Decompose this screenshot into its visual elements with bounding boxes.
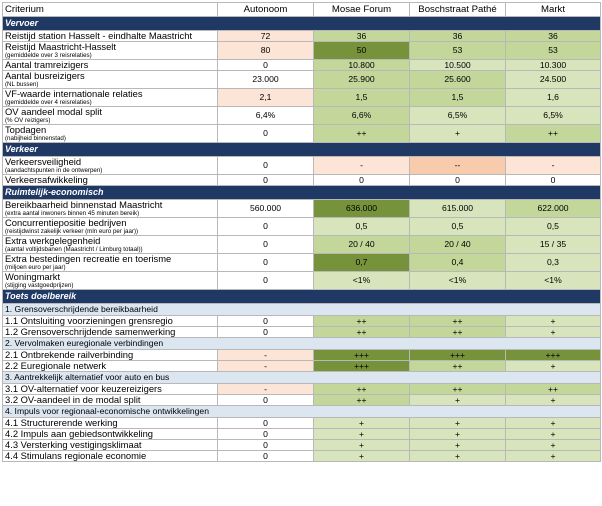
row-label: Reistijd Maastricht-Hasselt <box>5 41 116 52</box>
cell-markt: 622.000 <box>506 200 601 218</box>
section-title: Vervoer <box>3 17 601 31</box>
header-row <box>3 3 601 17</box>
table-row <box>3 316 601 327</box>
row-criterium <box>3 361 218 372</box>
table-row <box>3 451 601 462</box>
cell-markt: 10.300 <box>506 60 601 71</box>
row-label: Extra bestedingen recreatie en toerisme <box>5 253 172 264</box>
cell-boschstraat-pathe: 53 <box>410 42 506 60</box>
group-header <box>3 372 601 384</box>
cell-mosae-forum: ++ <box>314 316 410 327</box>
row-label: Verkeersafwikkeling <box>5 174 88 185</box>
row-criterium <box>3 31 218 42</box>
cell-mosae-forum: 20 / 40 <box>314 236 410 254</box>
row-label: OV aandeel modal split <box>5 106 102 117</box>
cell-autonoom: 0 <box>218 316 314 327</box>
row-label: 4.2 Impuls aan gebiedsontwikkeling <box>5 428 154 439</box>
table-row <box>3 157 601 175</box>
table-row <box>3 175 601 186</box>
cell-mosae-forum: ++ <box>314 327 410 338</box>
header-markt: Markt <box>506 3 601 17</box>
cell-mosae-forum: 50 <box>314 42 410 60</box>
cell-boschstraat-pathe: + <box>410 125 506 143</box>
cell-boschstraat-pathe: ++ <box>410 316 506 327</box>
row-label: VF-waarde internationale relaties <box>5 88 143 99</box>
cell-boschstraat-pathe: 10.500 <box>410 60 506 71</box>
cell-markt: 1,6 <box>506 89 601 107</box>
row-label: 4.4 Stimulans regionale economie <box>5 450 147 461</box>
row-sublabel: (aandachtspunten in de ontwerpen) <box>5 167 103 174</box>
cell-boschstraat-pathe: ++ <box>410 384 506 395</box>
row-criterium <box>3 218 218 236</box>
cell-mosae-forum: + <box>314 429 410 440</box>
row-label: 1.2 Grensoverschrijdende samenwerking <box>5 326 176 337</box>
cell-markt: ++ <box>506 384 601 395</box>
cell-mosae-forum: - <box>314 157 410 175</box>
row-criterium <box>3 60 218 71</box>
table-row <box>3 71 601 89</box>
cell-mosae-forum: + <box>314 440 410 451</box>
table-row <box>3 361 601 372</box>
row-label: Extra werkgelegenheid <box>5 235 101 246</box>
table-row <box>3 350 601 361</box>
cell-markt: +++ <box>506 350 601 361</box>
cell-autonoom: 23.000 <box>218 71 314 89</box>
cell-mosae-forum: 36 <box>314 31 410 42</box>
row-label: Topdagen <box>5 124 47 135</box>
row-criterium <box>3 440 218 451</box>
row-label: Aantal tramreizigers <box>5 59 89 70</box>
criteria-table-body <box>3 3 601 462</box>
cell-autonoom: 6,4% <box>218 107 314 125</box>
cell-boschstraat-pathe: + <box>410 395 506 406</box>
cell-boschstraat-pathe: 1,5 <box>410 89 506 107</box>
cell-boschstraat-pathe: 20 / 40 <box>410 236 506 254</box>
table-row <box>3 236 601 254</box>
row-label: 4.1 Structurerende werking <box>5 417 118 428</box>
row-sublabel: (stijging vastgoedprijzen) <box>5 282 74 289</box>
row-criterium <box>3 42 218 60</box>
row-sublabel: (miljoen euro per jaar) <box>5 264 66 271</box>
cell-autonoom: 0 <box>218 218 314 236</box>
cell-autonoom: 0 <box>218 395 314 406</box>
cell-boschstraat-pathe: 25.600 <box>410 71 506 89</box>
row-sublabel: (extra aantal inwoners binnen 45 minuten bereik) <box>5 210 140 217</box>
row-sublabel: (gemiddelde over 4 reisrelaties) <box>5 99 92 106</box>
row-criterium <box>3 200 218 218</box>
row-label: 1.1 Ontsluiting voorzieningen grensregio <box>5 315 173 326</box>
table-row <box>3 31 601 42</box>
table-row <box>3 254 601 272</box>
row-label: Woningmarkt <box>5 271 61 282</box>
cell-mosae-forum: +++ <box>314 350 410 361</box>
row-label: 3.2 OV-aandeel in de modal split <box>5 394 141 405</box>
cell-markt: 0 <box>506 175 601 186</box>
cell-boschstraat-pathe: ++ <box>410 327 506 338</box>
row-label: 4.3 Versterking vestigingsklimaat <box>5 439 142 450</box>
cell-markt: <1% <box>506 272 601 290</box>
row-criterium <box>3 89 218 107</box>
cell-mosae-forum: +++ <box>314 361 410 372</box>
cell-autonoom: 2,1 <box>218 89 314 107</box>
group-title: 1. Grensoverschrijdende bereikbaarheid <box>3 304 601 316</box>
cell-mosae-forum: + <box>314 451 410 462</box>
section-header <box>3 143 601 157</box>
cell-autonoom: - <box>218 361 314 372</box>
cell-autonoom: 0 <box>218 429 314 440</box>
row-criterium <box>3 418 218 429</box>
cell-mosae-forum: 10.800 <box>314 60 410 71</box>
row-sublabel: (reistijdwinst zakelijk verkeer (mln euro per jaar)) <box>5 228 139 235</box>
cell-autonoom: 0 <box>218 125 314 143</box>
section-title: Ruimtelijk-economisch <box>3 186 601 200</box>
cell-autonoom: 0 <box>218 236 314 254</box>
table-row <box>3 384 601 395</box>
table-row <box>3 218 601 236</box>
row-criterium <box>3 395 218 406</box>
row-label: 2.1 Ontbrekende railverbinding <box>5 349 134 360</box>
row-label: Verkeersveiligheid <box>5 156 82 167</box>
header-autonoom: Autonoom <box>218 3 314 17</box>
cell-autonoom: 0 <box>218 272 314 290</box>
row-label: Reistijd station Hasselt - eindhalte Maastricht <box>5 30 193 41</box>
group-title: 4. Impuls voor regionaal-economische ontwikkelingen <box>3 406 601 418</box>
table-row <box>3 125 601 143</box>
table-row <box>3 42 601 60</box>
cell-markt: + <box>506 429 601 440</box>
cell-markt: + <box>506 327 601 338</box>
cell-markt: + <box>506 440 601 451</box>
row-label: 3.1 OV-alternatief voor keuzereizigers <box>5 383 162 394</box>
cell-boschstraat-pathe: +++ <box>410 350 506 361</box>
cell-boschstraat-pathe: + <box>410 451 506 462</box>
table-row <box>3 418 601 429</box>
cell-markt: + <box>506 451 601 462</box>
cell-mosae-forum: 6,6% <box>314 107 410 125</box>
row-criterium <box>3 451 218 462</box>
row-criterium <box>3 272 218 290</box>
cell-markt: - <box>506 157 601 175</box>
row-label: Concurrentiepositie bedrijven <box>5 217 127 228</box>
cell-boschstraat-pathe: + <box>410 440 506 451</box>
header-mosae-forum: Mosae Forum <box>314 3 410 17</box>
row-criterium <box>3 107 218 125</box>
cell-mosae-forum: 1,5 <box>314 89 410 107</box>
cell-boschstraat-pathe: 6,5% <box>410 107 506 125</box>
cell-boschstraat-pathe: 0,5 <box>410 218 506 236</box>
row-label: Aantal busreizigers <box>5 70 85 81</box>
section-header <box>3 186 601 200</box>
table-row <box>3 440 601 451</box>
cell-boschstraat-pathe: -- <box>410 157 506 175</box>
row-criterium <box>3 254 218 272</box>
cell-autonoom: - <box>218 350 314 361</box>
cell-boschstraat-pathe: 615.000 <box>410 200 506 218</box>
row-criterium <box>3 384 218 395</box>
criteria-table <box>2 2 601 462</box>
cell-autonoom: 0 <box>218 418 314 429</box>
cell-markt: 53 <box>506 42 601 60</box>
row-criterium <box>3 71 218 89</box>
cell-boschstraat-pathe: 0 <box>410 175 506 186</box>
row-sublabel: (nabijheid binnenstad) <box>5 135 66 142</box>
group-title: 3. Aantrekkelijk alternatief voor auto en bus <box>3 372 601 384</box>
cell-autonoom: - <box>218 384 314 395</box>
table-row <box>3 395 601 406</box>
cell-markt: + <box>506 361 601 372</box>
header-criterium: Criterium <box>3 3 218 17</box>
section-title: Verkeer <box>3 143 601 157</box>
row-sublabel: (NL bussen) <box>5 81 39 88</box>
cell-autonoom: 80 <box>218 42 314 60</box>
cell-boschstraat-pathe: + <box>410 429 506 440</box>
cell-autonoom: 0 <box>218 175 314 186</box>
table-row <box>3 272 601 290</box>
cell-mosae-forum: ++ <box>314 395 410 406</box>
cell-markt: ++ <box>506 125 601 143</box>
table-row <box>3 89 601 107</box>
table-row <box>3 60 601 71</box>
cell-autonoom: 0 <box>218 451 314 462</box>
group-title: 2. Vervolmaken euregionale verbindingen <box>3 338 601 350</box>
cell-markt: 0,3 <box>506 254 601 272</box>
cell-autonoom: 0 <box>218 327 314 338</box>
cell-mosae-forum: ++ <box>314 384 410 395</box>
cell-markt: + <box>506 316 601 327</box>
cell-autonoom: 560.000 <box>218 200 314 218</box>
row-label: Bereikbaarheid binnenstad Maastricht <box>5 199 163 210</box>
row-criterium <box>3 157 218 175</box>
cell-autonoom: 0 <box>218 60 314 71</box>
row-criterium <box>3 316 218 327</box>
row-criterium <box>3 429 218 440</box>
row-sublabel: (gemiddelde over 3 reisrelaties) <box>5 52 92 59</box>
row-criterium <box>3 175 218 186</box>
cell-mosae-forum: + <box>314 418 410 429</box>
cell-autonoom: 72 <box>218 31 314 42</box>
group-header <box>3 406 601 418</box>
cell-markt: + <box>506 395 601 406</box>
cell-mosae-forum: 0,5 <box>314 218 410 236</box>
cell-autonoom: 0 <box>218 440 314 451</box>
row-criterium <box>3 236 218 254</box>
cell-markt: + <box>506 418 601 429</box>
cell-mosae-forum: 0,7 <box>314 254 410 272</box>
table-row <box>3 107 601 125</box>
group-header <box>3 304 601 316</box>
cell-boschstraat-pathe: 36 <box>410 31 506 42</box>
row-criterium <box>3 327 218 338</box>
cell-markt: 0,5 <box>506 218 601 236</box>
cell-mosae-forum: 636.000 <box>314 200 410 218</box>
section-title: Toets doelbereik <box>3 290 601 304</box>
cell-markt: 6,5% <box>506 107 601 125</box>
cell-boschstraat-pathe: 0,4 <box>410 254 506 272</box>
section-header <box>3 290 601 304</box>
table-row <box>3 327 601 338</box>
cell-boschstraat-pathe: ++ <box>410 361 506 372</box>
group-header <box>3 338 601 350</box>
table-row <box>3 429 601 440</box>
cell-mosae-forum: <1% <box>314 272 410 290</box>
cell-boschstraat-pathe: <1% <box>410 272 506 290</box>
row-criterium <box>3 125 218 143</box>
row-label: 2.2 Euregionale netwerk <box>5 360 107 371</box>
table-row <box>3 200 601 218</box>
cell-markt: 24.500 <box>506 71 601 89</box>
cell-boschstraat-pathe: + <box>410 418 506 429</box>
row-criterium <box>3 350 218 361</box>
row-sublabel: (aantal voltijdsbanen (Maastricht / Limburg totaal)) <box>5 246 143 253</box>
section-header <box>3 17 601 31</box>
cell-mosae-forum: ++ <box>314 125 410 143</box>
cell-mosae-forum: 0 <box>314 175 410 186</box>
header-boschstraat-pathe: Boschstraat Pathé <box>410 3 506 17</box>
row-sublabel: (% OV reizigers) <box>5 117 51 124</box>
cell-markt: 36 <box>506 31 601 42</box>
cell-autonoom: 0 <box>218 157 314 175</box>
cell-markt: 15 / 35 <box>506 236 601 254</box>
cell-mosae-forum: 25.900 <box>314 71 410 89</box>
cell-autonoom: 0 <box>218 254 314 272</box>
